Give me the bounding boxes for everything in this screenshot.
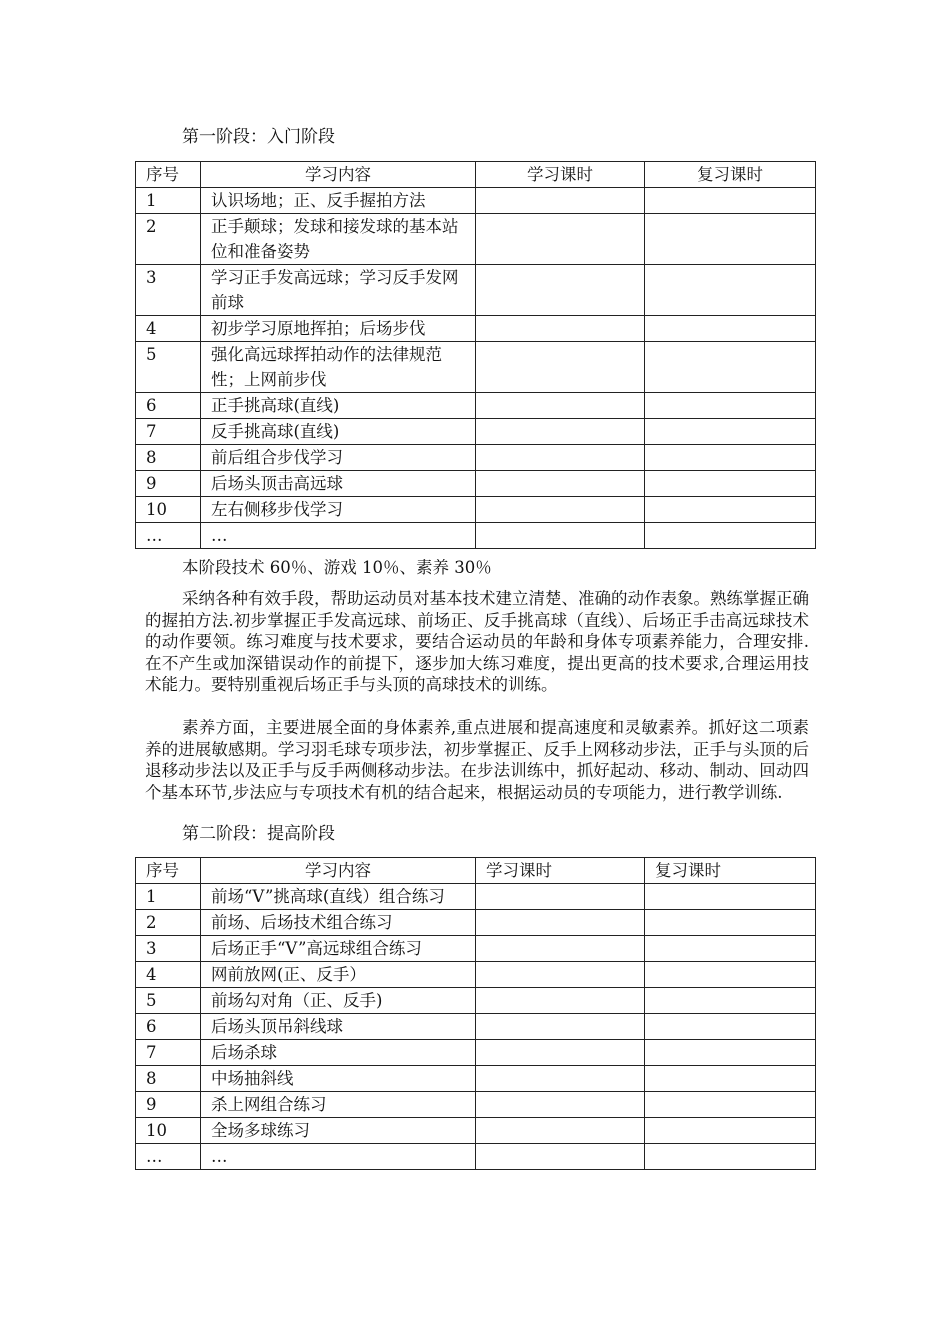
learn-hours-cell <box>476 1014 645 1040</box>
row-no: 4 <box>136 316 201 342</box>
header-content: 学习内容 <box>201 162 476 188</box>
row-no: 3 <box>136 265 201 316</box>
review-hours-cell <box>645 445 816 471</box>
learn-hours-cell <box>476 471 645 497</box>
row-no: 8 <box>136 445 201 471</box>
row-no: 10 <box>136 497 201 523</box>
table-row <box>136 910 816 936</box>
review-hours-cell <box>645 884 816 910</box>
table-row <box>136 1118 816 1144</box>
learn-hours-cell <box>476 214 645 265</box>
table-row <box>136 523 816 549</box>
table-row <box>136 1092 816 1118</box>
row-content: … <box>201 523 476 549</box>
table-row <box>136 988 816 1014</box>
review-hours-cell <box>645 523 816 549</box>
stage2-heading: 第二阶段：提高阶段 <box>182 824 335 844</box>
row-content: 前场、后场技术组合练习 <box>201 910 476 936</box>
stage1-table <box>135 161 816 549</box>
row-no: 6 <box>136 1014 201 1040</box>
table-row <box>136 419 816 445</box>
learn-hours-cell <box>476 265 645 316</box>
row-content: 全场多球练习 <box>201 1118 476 1144</box>
learn-hours-cell <box>476 497 645 523</box>
row-content: 正手颠球；发球和接发球的基本站位和准备姿势 <box>201 214 476 265</box>
review-hours-cell <box>645 1092 816 1118</box>
review-hours-cell <box>645 188 816 214</box>
row-no: 5 <box>136 342 201 393</box>
table-row <box>136 1014 816 1040</box>
stage1-ratio: 本阶段技术 60％、游戏 10％、素养 30％ <box>182 558 492 577</box>
row-content: 后场头顶击高远球 <box>201 471 476 497</box>
table-row <box>136 1144 816 1170</box>
row-no: 4 <box>136 962 201 988</box>
header-learn-hours: 学习课时 <box>476 162 645 188</box>
table-header-row <box>136 858 816 884</box>
stage1-fitness-paragraph: 素养方面，主要进展全面的身体素养,重点进展和提高速度和灵敏素养。抓好这二项素养的进展敏感期。学习羽毛球专项步法，初步掌握正、反手上网移动步法，正手与头顶的后退移动步法以及正手与反手两侧移动步法。在步法训练中，抓好起动、移动、制动、回动四个基本环节,步法应与专项技术有机的结合起来，根据运动员的专项能力，进行教学训练. <box>145 718 809 802</box>
table-row <box>136 265 816 316</box>
learn-hours-cell <box>476 884 645 910</box>
stage1-technique-paragraph: 采纳各种有效手段，帮助运动员对基本技术建立清楚、准确的动作表象。熟练掌握正确的握拍方法.初步掌握正手发高远球、前场正、反手挑高球（直线）、后场正手击高远球技术的动作要领。练习难度与技术要求，要结合运动员的年龄和身体专项素养能力，合理安排.在不产生或加深错误动作的前提下，逐步加大练习难度，提出更高的技术要求,合理运用技术能力。要特别重视后场正手与头顶的高球技术的训练。 <box>145 589 809 694</box>
review-hours-cell <box>645 1014 816 1040</box>
row-content: 后场头顶吊斜线球 <box>201 1014 476 1040</box>
row-no: 5 <box>136 988 201 1014</box>
row-content: … <box>201 1144 476 1170</box>
row-no: 1 <box>136 188 201 214</box>
row-no: 8 <box>136 1066 201 1092</box>
review-hours-cell <box>645 988 816 1014</box>
row-no: 7 <box>136 419 201 445</box>
table-row <box>136 962 816 988</box>
header-review-hours: 复习课时 <box>645 162 816 188</box>
table-row <box>136 1040 816 1066</box>
review-hours-cell <box>645 419 816 445</box>
row-no: 6 <box>136 393 201 419</box>
review-hours-cell <box>645 214 816 265</box>
header-learn-hours: 学习课时 <box>476 858 645 884</box>
table-row <box>136 1066 816 1092</box>
row-no: 2 <box>136 214 201 265</box>
row-content: 初步学习原地挥拍；后场步伐 <box>201 316 476 342</box>
review-hours-cell <box>645 1066 816 1092</box>
learn-hours-cell <box>476 1092 645 1118</box>
review-hours-cell <box>645 910 816 936</box>
learn-hours-cell <box>476 936 645 962</box>
row-no: … <box>136 523 201 549</box>
learn-hours-cell <box>476 342 645 393</box>
review-hours-cell <box>645 471 816 497</box>
row-content: 后场正手“V”高远球组合练习 <box>201 936 476 962</box>
review-hours-cell <box>645 1118 816 1144</box>
row-content: 前后组合步伐学习 <box>201 445 476 471</box>
table-row <box>136 188 816 214</box>
table-row <box>136 393 816 419</box>
row-no: 2 <box>136 910 201 936</box>
table-row <box>136 342 816 393</box>
table-row <box>136 214 816 265</box>
row-content: 强化高远球挥拍动作的法律规范性；上网前步伐 <box>201 342 476 393</box>
learn-hours-cell <box>476 316 645 342</box>
row-content: 中场抽斜线 <box>201 1066 476 1092</box>
row-content: 认识场地；正、反手握拍方法 <box>201 188 476 214</box>
row-content: 学习正手发高远球；学习反手发网前球 <box>201 265 476 316</box>
table-row <box>136 471 816 497</box>
row-no: 9 <box>136 1092 201 1118</box>
row-content: 杀上网组合练习 <box>201 1092 476 1118</box>
header-no: 序号 <box>136 162 201 188</box>
review-hours-cell <box>645 265 816 316</box>
header-no: 序号 <box>136 858 201 884</box>
review-hours-cell <box>645 936 816 962</box>
review-hours-cell <box>645 1040 816 1066</box>
stage2-table <box>135 857 816 1170</box>
header-content: 学习内容 <box>201 858 476 884</box>
table-row <box>136 316 816 342</box>
table-header-row <box>136 162 816 188</box>
header-review-hours: 复习课时 <box>645 858 816 884</box>
row-content: 正手挑高球(直线) <box>201 393 476 419</box>
row-no: 3 <box>136 936 201 962</box>
review-hours-cell <box>645 1144 816 1170</box>
row-content: 左右侧移步伐学习 <box>201 497 476 523</box>
row-content: 网前放网(正、反手） <box>201 962 476 988</box>
learn-hours-cell <box>476 1144 645 1170</box>
learn-hours-cell <box>476 419 645 445</box>
row-content: 前场“V”挑高球(直线）组合练习 <box>201 884 476 910</box>
review-hours-cell <box>645 497 816 523</box>
learn-hours-cell <box>476 445 645 471</box>
learn-hours-cell <box>476 910 645 936</box>
table-row <box>136 936 816 962</box>
table-row <box>136 884 816 910</box>
row-content: 反手挑高球(直线) <box>201 419 476 445</box>
learn-hours-cell <box>476 1040 645 1066</box>
review-hours-cell <box>645 393 816 419</box>
row-no: 9 <box>136 471 201 497</box>
review-hours-cell <box>645 316 816 342</box>
learn-hours-cell <box>476 393 645 419</box>
review-hours-cell <box>645 342 816 393</box>
row-content: 前场勾对角（正、反手) <box>201 988 476 1014</box>
table-row <box>136 497 816 523</box>
row-no: 7 <box>136 1040 201 1066</box>
row-no: … <box>136 1144 201 1170</box>
learn-hours-cell <box>476 523 645 549</box>
stage1-heading: 第一阶段：入门阶段 <box>182 127 335 147</box>
learn-hours-cell <box>476 1118 645 1144</box>
learn-hours-cell <box>476 962 645 988</box>
learn-hours-cell <box>476 1066 645 1092</box>
table-row <box>136 445 816 471</box>
learn-hours-cell <box>476 188 645 214</box>
review-hours-cell <box>645 962 816 988</box>
row-no: 10 <box>136 1118 201 1144</box>
row-content: 后场杀球 <box>201 1040 476 1066</box>
row-no: 1 <box>136 884 201 910</box>
learn-hours-cell <box>476 988 645 1014</box>
